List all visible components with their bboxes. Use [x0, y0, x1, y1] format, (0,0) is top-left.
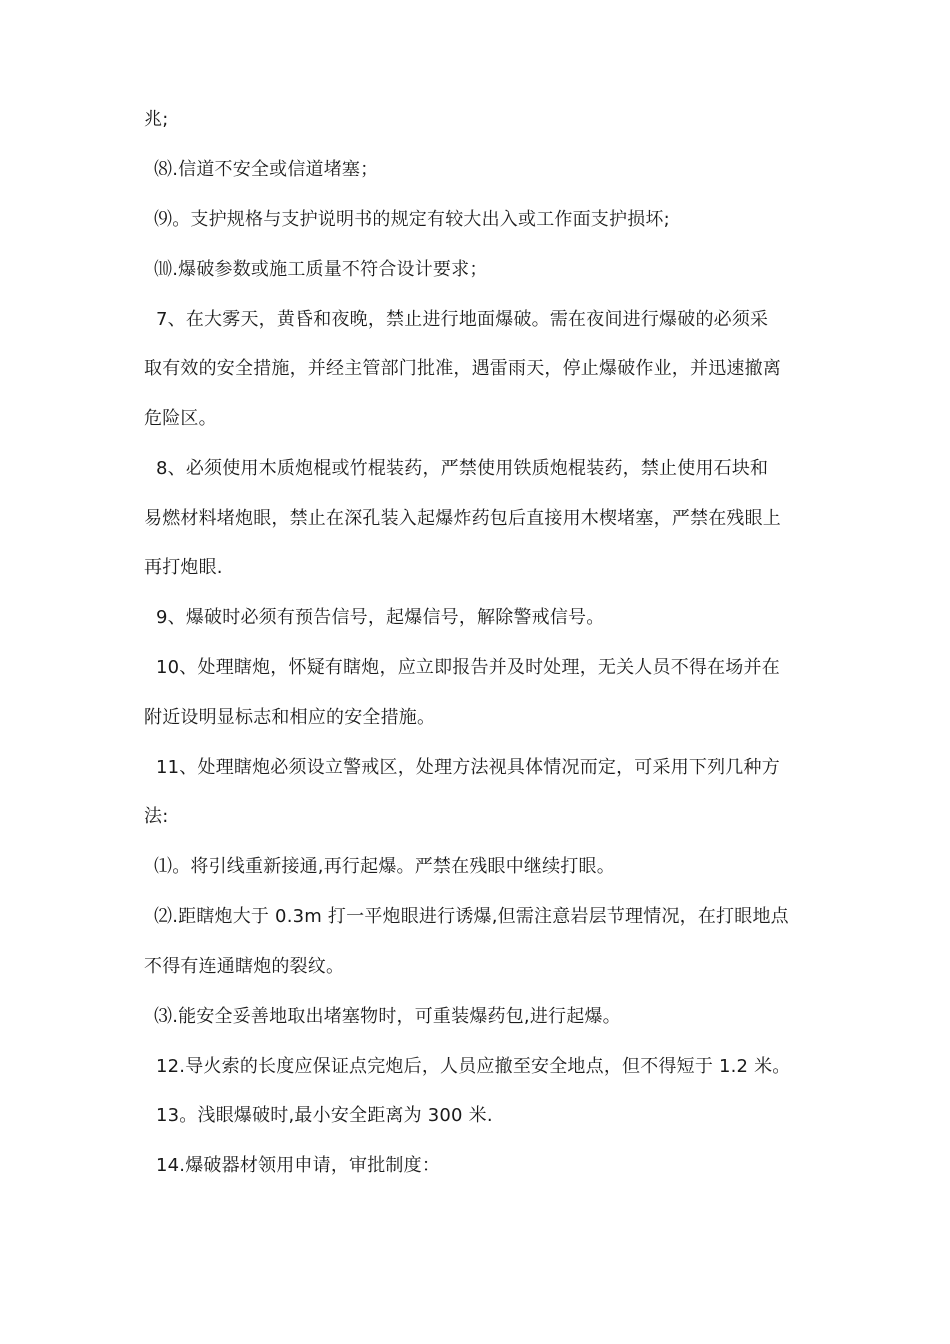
text-line: 10、处理瞎炮，怀疑有瞎炮，应立即报告并及时处理，无关人员不得在场并在: [156, 657, 780, 678]
text-line: 8、必须使用木质炮棍或竹棍装药，严禁使用铁质炮棍装药，禁止使用石块和: [156, 458, 769, 479]
text-line: 取有效的安全措施，并经主管部门批准，遇雷雨天，停止爆破作业，并迅速撤离: [144, 358, 781, 379]
text-line: 再打炮眼.: [144, 557, 223, 578]
text-line: 9、爆破时必须有预告信号，起爆信号，解除警戒信号。: [156, 607, 605, 628]
text-line: 不得有连通瞎炮的裂纹。: [144, 956, 345, 977]
text-line: ⑴。将引线重新接通,再行起爆。严禁在残眼中继续打眼。: [154, 856, 615, 877]
text-line: ⑽.爆破参数或施工质量不符合设计要求；: [154, 259, 488, 280]
text-line: 13。浅眼爆破时,最小安全距离为 300 米.: [156, 1105, 493, 1126]
text-line: ⑼。支护规格与支护说明书的规定有较大出入或工作面支护损坏;: [154, 209, 670, 230]
text-line: 11、处理瞎炮必须设立警戒区，处理方法视具体情况而定，可采用下列几种方: [156, 757, 780, 778]
text-line: 易燃材料堵炮眼，禁止在深孔装入起爆炸药包后直接用木楔堵塞，严禁在残眼上: [144, 508, 781, 529]
text-line: 14.爆破器材领用申请，审批制度：: [156, 1155, 441, 1176]
text-line: ⑶.能安全妥善地取出堵塞物时，可重装爆药包,进行起爆。: [154, 1006, 621, 1027]
text-line: 法:: [144, 806, 169, 827]
text-line: 兆;: [144, 109, 169, 130]
text-line: ⑻.信道不安全或信道堵塞；: [154, 159, 379, 180]
text-line: 12.导火索的长度应保证点完炮后，人员应撤至安全地点，但不得短于 1.2 米。: [156, 1056, 791, 1077]
text-line: 7、在大雾天，黄昏和夜晚，禁止进行地面爆破。需在夜间进行爆破的必须采: [156, 309, 769, 330]
text-line: ⑵.距瞎炮大于 0.3m 打一平炮眼进行诱爆,但需注意岩层节理情况，在打眼地点: [154, 906, 789, 927]
text-line: 附近设明显标志和相应的安全措施。: [144, 707, 436, 728]
text-line: 危险区。: [144, 408, 217, 429]
